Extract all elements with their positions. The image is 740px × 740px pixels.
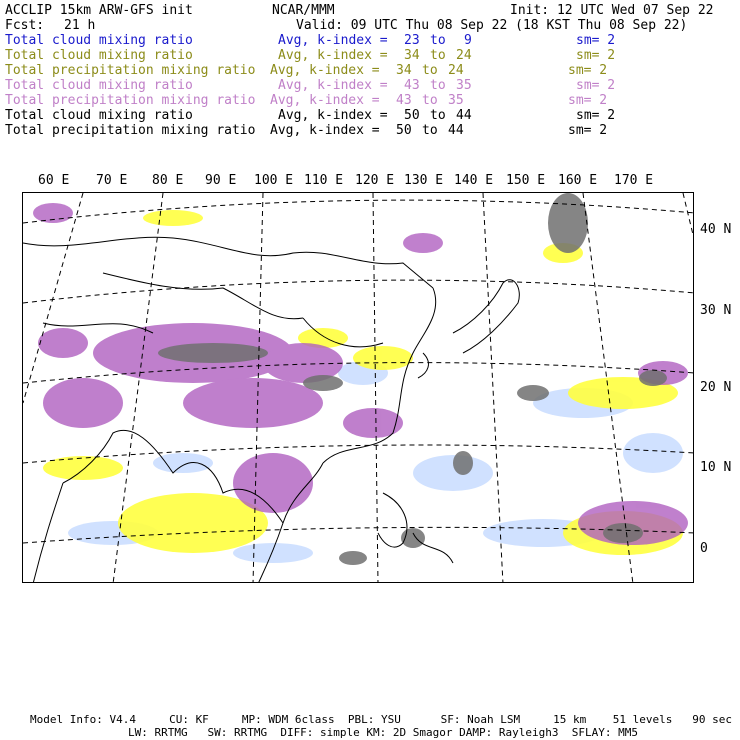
legend-sm-6: sm= 2 bbox=[576, 108, 616, 123]
lon-label-150e: 150 E bbox=[506, 173, 546, 188]
lon-label-90e: 90 E bbox=[205, 173, 237, 188]
legend-k2-6: 44 bbox=[456, 108, 472, 123]
lon-label-140e: 140 E bbox=[454, 173, 494, 188]
valid-time: Valid: 09 UTC Thu 08 Sep 22 (18 KST Thu 08 Sep 22) bbox=[296, 18, 688, 33]
legend-to-1: to bbox=[430, 33, 446, 48]
legend-avg-4: Avg, k-index = bbox=[278, 78, 388, 93]
footer-model-info: Model Info: V4.4 CU: KF MP: WDM 6class PBL: YSU SF: Noah LSM 15 km 51 levels 90 sec bbox=[30, 713, 732, 726]
legend-k1-6: 50 bbox=[404, 108, 420, 123]
legend-sm-5: sm= 2 bbox=[568, 93, 608, 108]
lat-label-10n: 10 N bbox=[700, 460, 732, 475]
legend-field-2: Total cloud mixing ratio bbox=[5, 48, 193, 63]
legend-k1-5: 43 bbox=[396, 93, 412, 108]
legend-field-7: Total precipitation mixing ratio bbox=[5, 123, 256, 138]
legend-sm-3: sm= 2 bbox=[568, 63, 608, 78]
legend-sm-7: sm= 2 bbox=[568, 123, 608, 138]
legend-k1-2: 34 bbox=[404, 48, 420, 63]
legend-avg-7: Avg, k-index = bbox=[270, 123, 380, 138]
lon-label-110e: 110 E bbox=[304, 173, 344, 188]
legend-sm-4: sm= 2 bbox=[576, 78, 616, 93]
lon-label-160e: 160 E bbox=[558, 173, 598, 188]
lat-label-20n: 20 N bbox=[700, 380, 732, 395]
legend-sm-2: sm= 2 bbox=[576, 48, 616, 63]
legend-to-6: to bbox=[430, 108, 446, 123]
lon-label-120e: 120 E bbox=[355, 173, 395, 188]
legend-k1-7: 50 bbox=[396, 123, 412, 138]
legend-avg-3: Avg, k-index = bbox=[270, 63, 380, 78]
legend-k1-4: 43 bbox=[404, 78, 420, 93]
legend-avg-5: Avg, k-index = bbox=[270, 93, 380, 108]
legend-k1-3: 34 bbox=[396, 63, 412, 78]
legend-to-7: to bbox=[422, 123, 438, 138]
legend-to-3: to bbox=[422, 63, 438, 78]
legend-to-5: to bbox=[422, 93, 438, 108]
legend-k1-1: 23 bbox=[404, 33, 420, 48]
legend-k2-2: 24 bbox=[456, 48, 472, 63]
legend-avg-6: Avg, k-index = bbox=[278, 108, 388, 123]
map-canvas bbox=[23, 193, 694, 583]
legend-k2-5: 35 bbox=[448, 93, 464, 108]
legend-k2-4: 35 bbox=[456, 78, 472, 93]
center-org: NCAR/MMM bbox=[272, 3, 335, 18]
legend-to-2: to bbox=[430, 48, 446, 63]
lat-label-40n: 40 N bbox=[700, 222, 732, 237]
fcst-value: 21 h bbox=[64, 18, 96, 33]
legend-field-4: Total cloud mixing ratio bbox=[5, 78, 193, 93]
legend-k2-7: 44 bbox=[448, 123, 464, 138]
legend-avg-1: Avg, k-index = bbox=[278, 33, 388, 48]
lat-label-30n: 30 N bbox=[700, 303, 732, 318]
lon-label-60e: 60 E bbox=[38, 173, 70, 188]
legend-field-5: Total precipitation mixing ratio bbox=[5, 93, 256, 108]
legend-k2-3: 24 bbox=[448, 63, 464, 78]
legend-avg-2: Avg, k-index = bbox=[278, 48, 388, 63]
lon-label-170e: 170 E bbox=[614, 173, 654, 188]
legend-field-1: Total cloud mixing ratio bbox=[5, 33, 193, 48]
init-time: Init: 12 UTC Wed 07 Sep 22 bbox=[510, 3, 714, 18]
lon-label-70e: 70 E bbox=[96, 173, 128, 188]
lon-label-80e: 80 E bbox=[152, 173, 184, 188]
legend-field-3: Total precipitation mixing ratio bbox=[5, 63, 256, 78]
title-left: ACCLIP 15km ARW-GFS init bbox=[5, 3, 193, 18]
legend-k2-1: 9 bbox=[464, 33, 472, 48]
legend-to-4: to bbox=[430, 78, 446, 93]
lat-label-equator: 0 bbox=[700, 541, 708, 556]
legend-field-6: Total cloud mixing ratio bbox=[5, 108, 193, 123]
lon-label-100e: 100 E bbox=[254, 173, 294, 188]
footer-physics-info: LW: RRTMG SW: RRTMG DIFF: simple KM: 2D Smagor DAMP: Rayleigh3 SFLAY: MM5 bbox=[128, 726, 638, 739]
fcst-label: Fcst: bbox=[5, 18, 45, 33]
lon-label-130e: 130 E bbox=[404, 173, 444, 188]
legend-sm-1: sm= 2 bbox=[576, 33, 616, 48]
forecast-map bbox=[22, 192, 694, 583]
